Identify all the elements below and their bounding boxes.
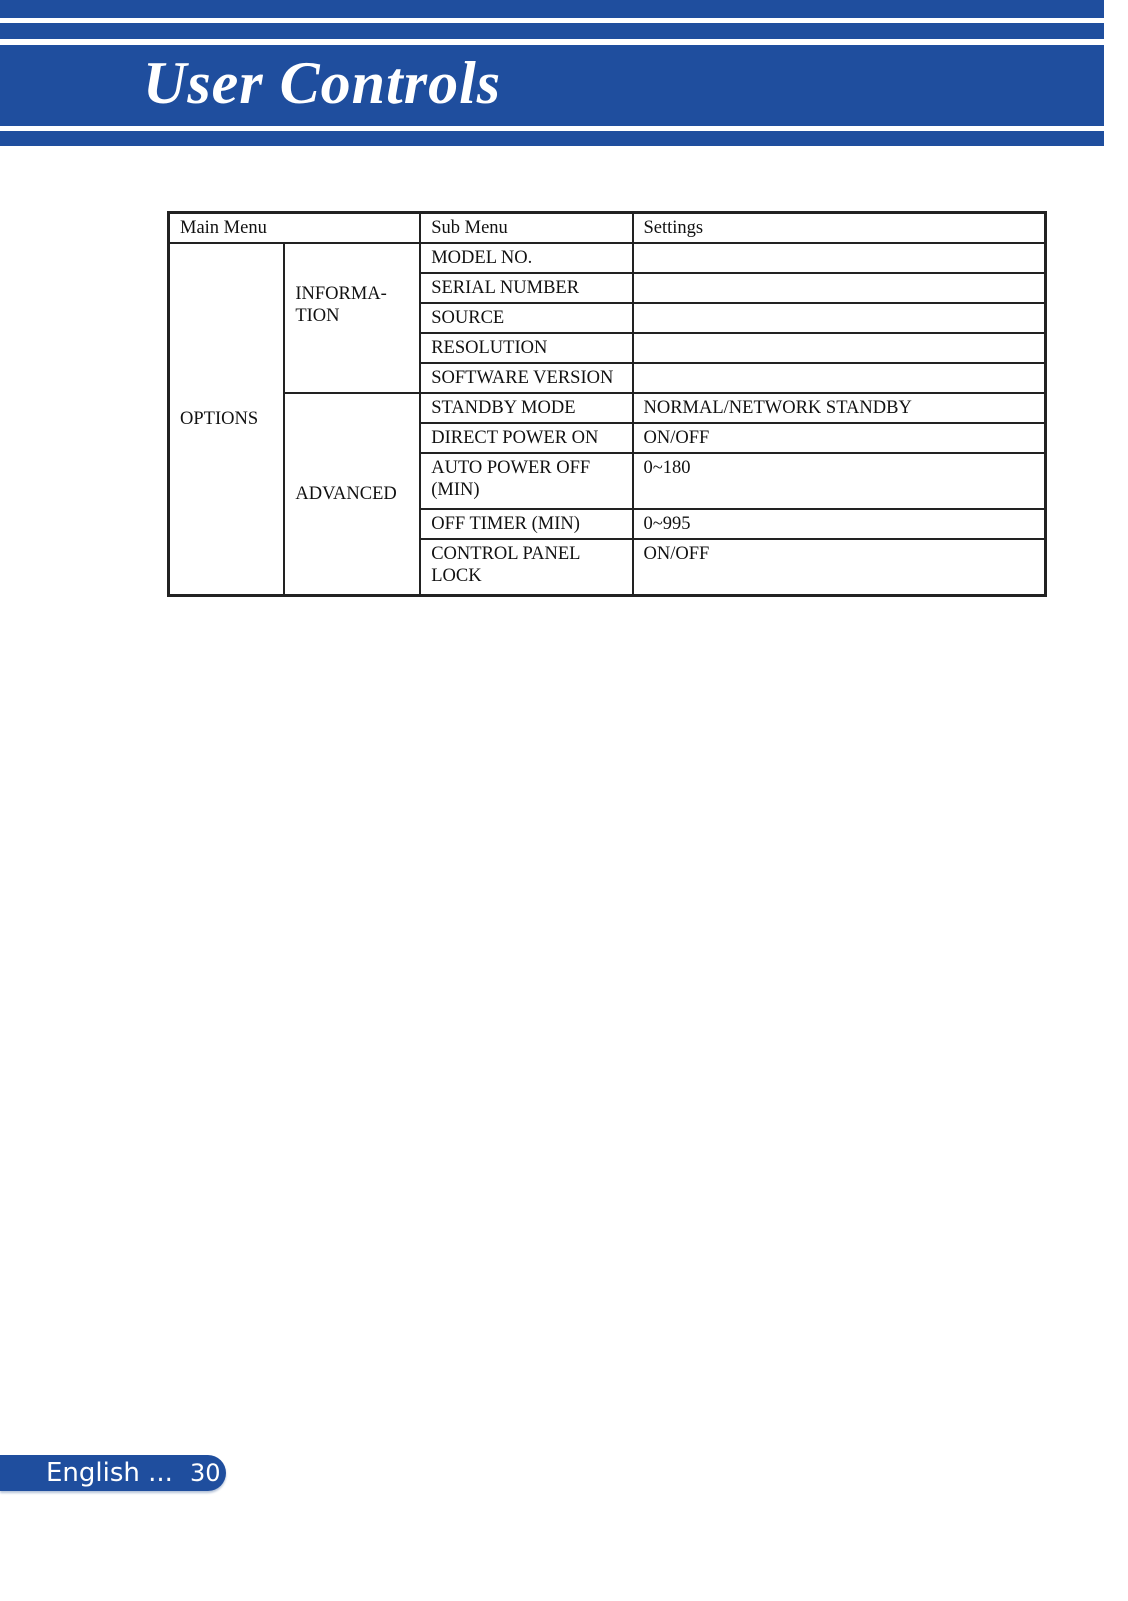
setting-cell: [633, 363, 1046, 393]
setting-cell: ON/OFF: [633, 423, 1046, 453]
setting-cell: [633, 243, 1046, 273]
footer-language: English ...: [46, 1458, 173, 1488]
column-header-settings: Settings: [633, 213, 1046, 244]
group-cell-information: [284, 243, 420, 393]
setting-cell: [633, 303, 1046, 333]
sub-menu-cell: MODEL NO.: [420, 243, 632, 273]
column-header-main-menu: Main Menu: [169, 213, 421, 244]
header-stripe: [0, 131, 1104, 146]
sub-menu-cell: OFF TIMER (MIN): [420, 509, 632, 539]
group-label: INFORMA- TION: [295, 284, 387, 326]
table-row: [169, 393, 1046, 423]
setting-cell: [633, 273, 1046, 303]
menu-settings-table: [167, 211, 1047, 597]
setting-cell: [633, 333, 1046, 363]
table-row: [169, 243, 1046, 273]
page-title: User Controls: [143, 50, 502, 116]
sub-menu-cell: AUTO POWER OFF (MIN): [420, 453, 632, 509]
sub-menu-cell: SOFTWARE VERSION: [420, 363, 632, 393]
page-header: [0, 0, 1128, 150]
setting-cell: 0~180: [633, 453, 1046, 509]
setting-cell: NORMAL/NETWORK STANDBY: [633, 393, 1046, 423]
table-header-row: [169, 213, 1046, 244]
sub-menu-cell: SERIAL NUMBER: [420, 273, 632, 303]
group-cell-advanced: ADVANCED: [284, 393, 420, 595]
sub-menu-cell: STANDBY MODE: [420, 393, 632, 423]
header-stripe: [0, 23, 1104, 39]
setting-cell: ON/OFF: [633, 539, 1046, 595]
header-stripe: [0, 0, 1104, 18]
main-menu-cell: OPTIONS: [169, 243, 285, 595]
setting-cell: 0~995: [633, 509, 1046, 539]
sub-menu-cell: SOURCE: [420, 303, 632, 333]
sub-menu-cell: RESOLUTION: [420, 333, 632, 363]
column-header-sub-menu: Sub Menu: [420, 213, 632, 244]
page-number: 30: [190, 1459, 221, 1487]
sub-menu-cell: CONTROL PANEL LOCK: [420, 539, 632, 595]
sub-menu-cell: DIRECT POWER ON: [420, 423, 632, 453]
